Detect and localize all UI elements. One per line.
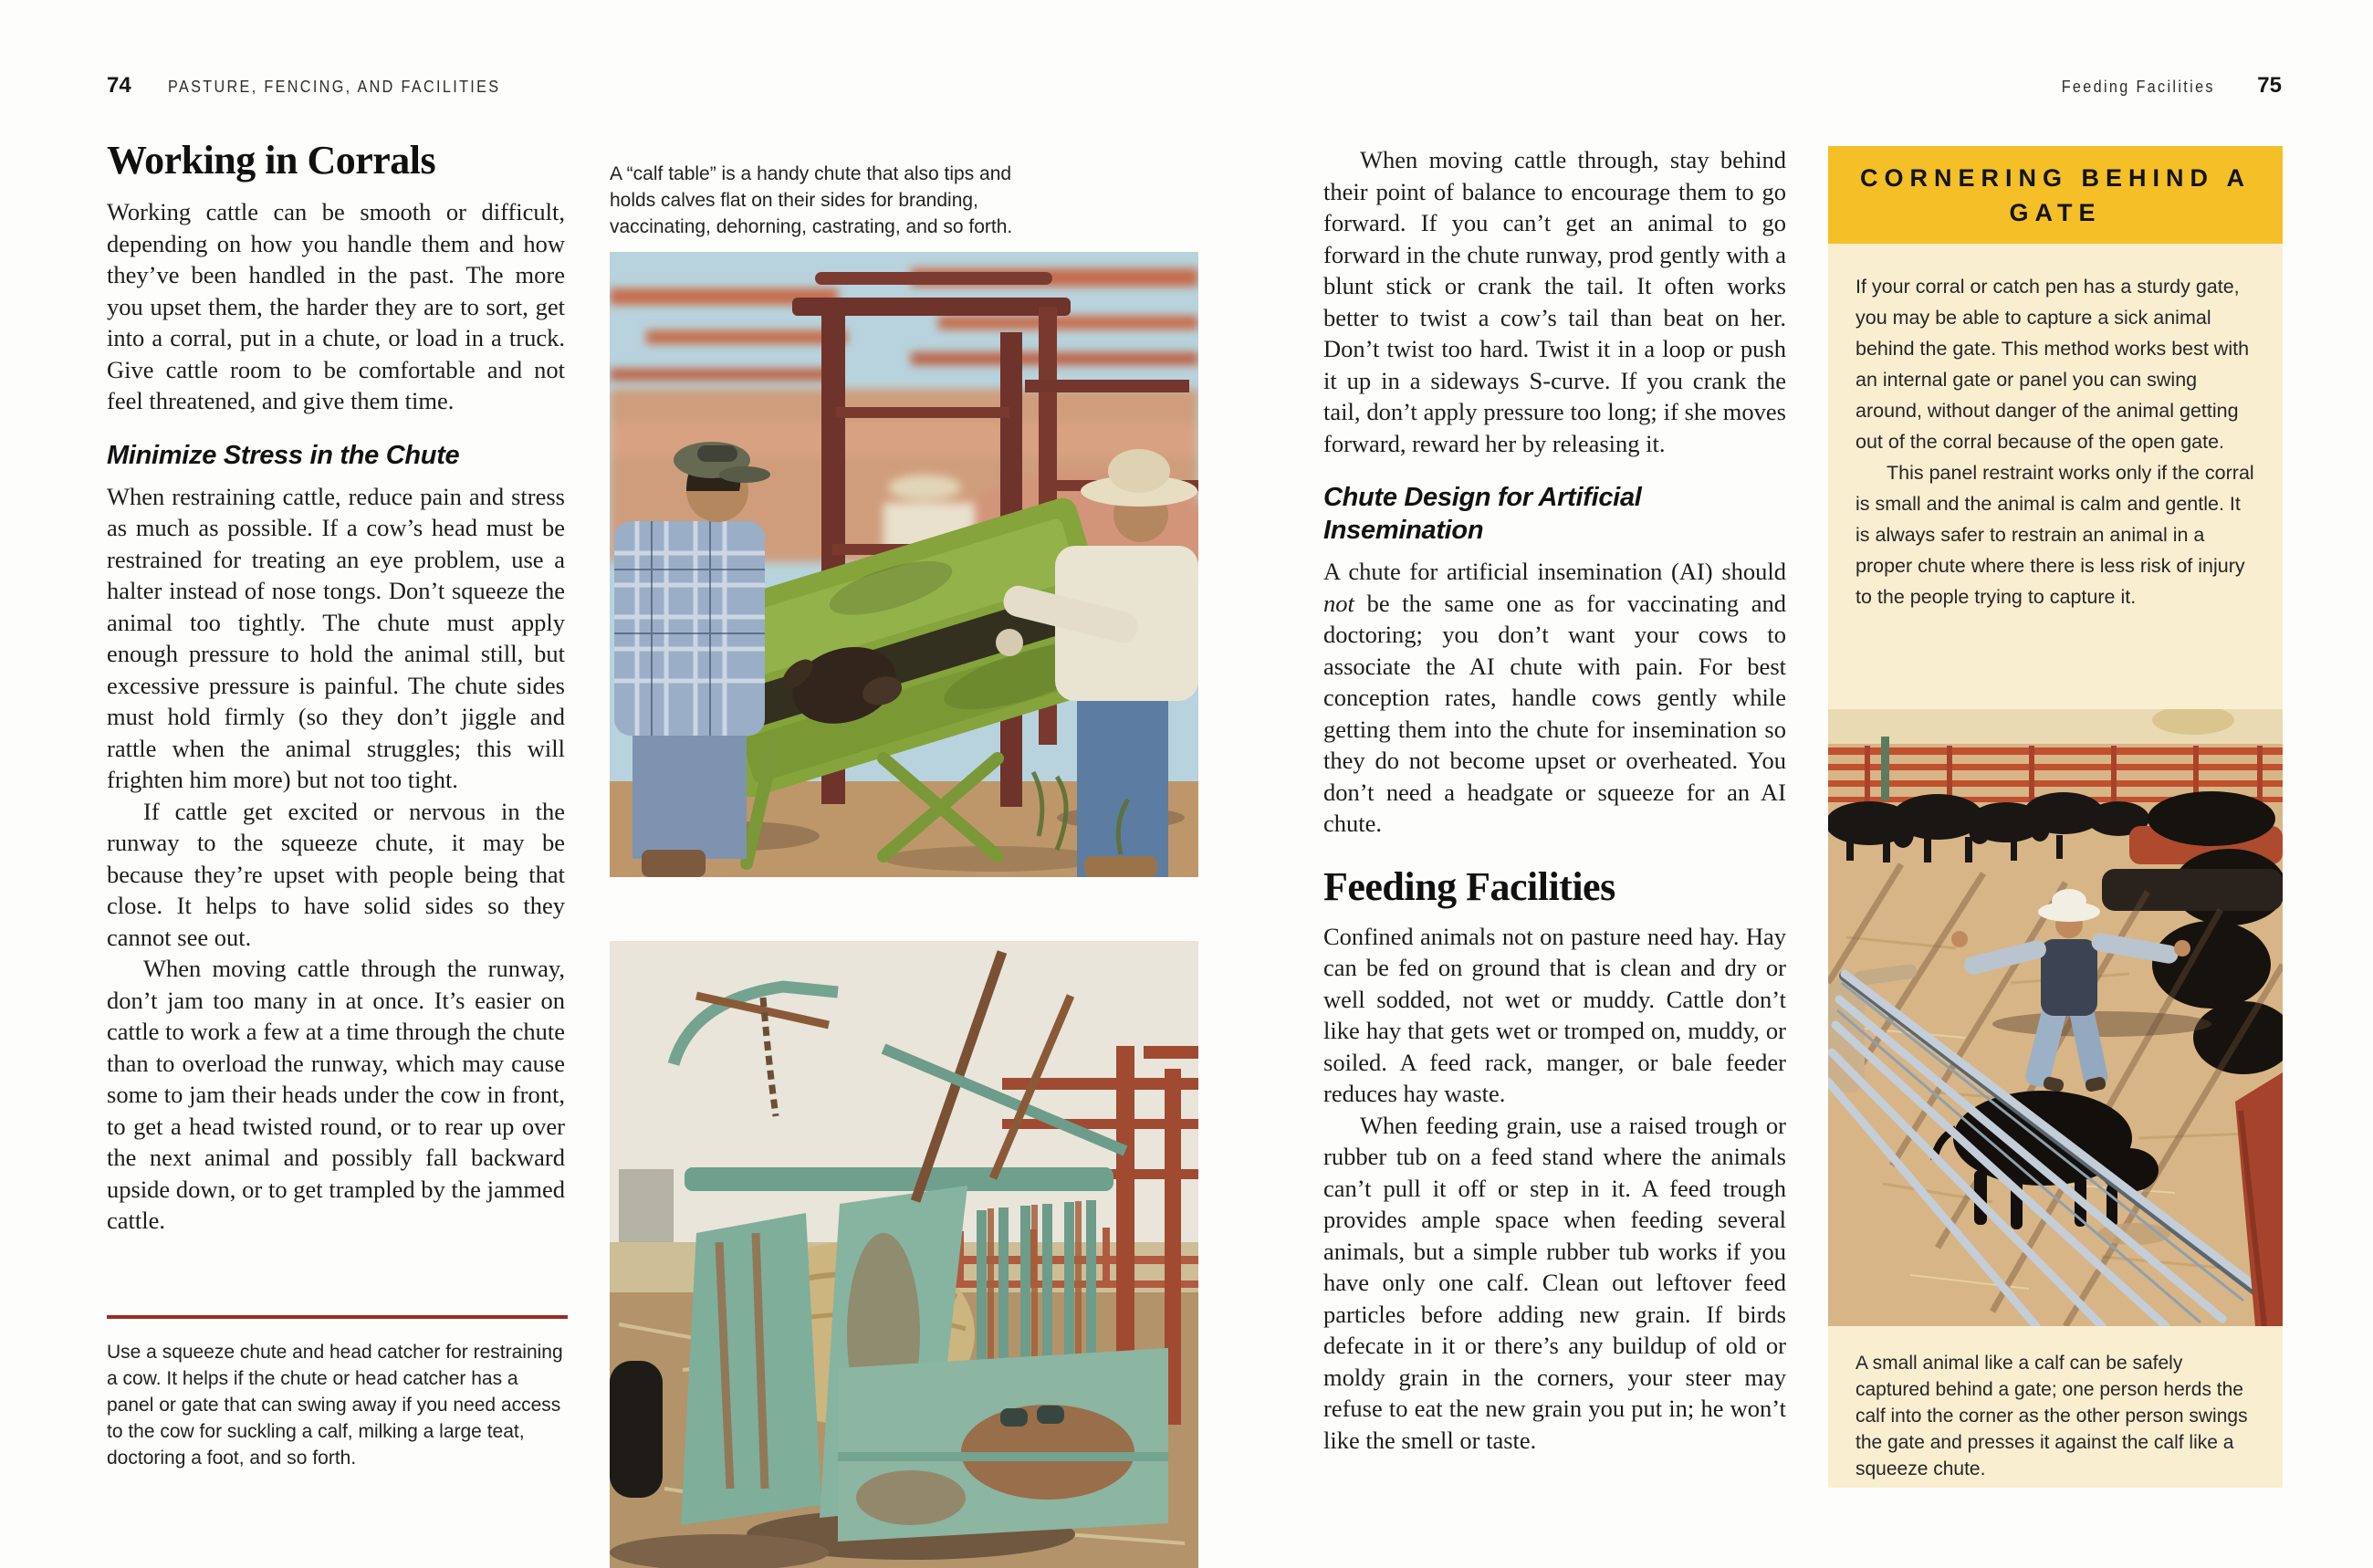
- squeeze-chute-caption: Use a squeeze chute and head catcher for restraining a cow. It helps if the chute or head catcher has a panel or gate that can swing away if you need access to the cow for suckling a calf, milking a large teat, doctoring a foot, and so forth.: [107, 1342, 563, 1469]
- photo-cornering-gate-art: [1828, 709, 2283, 1326]
- paragraph-point-of-balance: When moving cattle through, stay behind their point of balance to encourage them to go forward. If you can’t get an animal to go forward in the chute runway, prod gently with a blunt stick or crank the tail. It often works better to twist a cow’s tail than beat on her. Don’t twist too hard. Twist it in a loop or push it up in a sideways S-curve. If you crank the tail, don’t apply pressure too long; if she moves forward, reward her by releasing it.: [1323, 146, 1786, 457]
- paragraph-excited-nervous: If cattle get excited or nervous in the runway to the squeeze chute, it may be because they’re upset with people being that close. It helps to have solid sides so they cannot see out.: [107, 797, 565, 951]
- sidebar-caption-block: [1828, 1326, 2283, 1488]
- paragraph-restraining: When restraining cattle, reduce pain and stress as much as possible. If a cow’s head must be restrained for treating an eye problem, use a halter instead of nose tongs. Don’t squeeze the animal too tightly. The chute must apply enough pressure to hold the animal still, but excessive pressure is painful. The chute sides must hold firmly (so they don’t jiggle and rattle when the animal struggles; this will frighten him more) but not too tight.: [107, 482, 565, 793]
- paragraph-runway-jam: When moving cattle through the runway, don’t jam too many in at once. It’s easier on cattle to work a few at a time through the chute than to overload the runway, which may cause some to jam their heads under the cow in front, to get a head twisted round, or to rear up over the next animal and possibly fall backward upside down, or to get trampled by the jammed cattle.: [107, 955, 565, 1234]
- calf-table-caption: A “calf table” is a handy chute that also tips and holds calves flat on their sides for branding, vaccinating, dehorning, castrating, and so forth.: [610, 163, 1013, 237]
- running-head-left-text: PASTURE, FENCING, AND FACILITIES: [167, 78, 501, 96]
- right-text-column: [1323, 144, 1786, 1456]
- calf-table-caption-block: [610, 161, 1048, 240]
- page-number-left: 74: [107, 73, 131, 98]
- sidebar-paragraph-2: This panel restraint works only if the corral is small and the animal is calm and gentle. It is always safer to restrain an animal in a proper chute where there is less risk of injury to the people trying to capture it.: [1856, 462, 2254, 608]
- running-head-left: [107, 73, 538, 99]
- paragraph-working-intro: Working cattle can be smooth or difficult, depending on how you handle them and how they’ve been handled in the past. The more you upset them, the harder they are to sort, get into a corral, put in a chute, or load in a truck. Give cattle room to be comfortable and not feel threatened, and give them time.: [107, 198, 565, 414]
- sidebar-text-block: [1828, 244, 2283, 709]
- sidebar-title-bar: [1828, 146, 2283, 244]
- photo-squeeze-chute: [610, 941, 1198, 1568]
- photo-calf-table-art: [610, 252, 1198, 877]
- section-title-working-in-corrals: Working in Corrals: [107, 138, 436, 183]
- running-head-right-text: Feeding Facilities: [2062, 78, 2216, 96]
- left-text-column: [107, 137, 565, 1237]
- squeeze-chute-caption-block: [107, 1315, 568, 1471]
- ai-text-pre: A chute for artificial insemination (AI) should: [1323, 558, 1786, 585]
- photo-squeeze-chute-art: [610, 941, 1198, 1568]
- caption-rule: [107, 1315, 568, 1319]
- subhead-minimize-stress: Minimize Stress in the Chute: [107, 440, 460, 470]
- sidebar-title: CORNERING BEHIND A GATE: [1859, 163, 2251, 226]
- photo-calf-table: [610, 252, 1198, 877]
- subhead-chute-design-ai: Chute Design for Artificial Insemination: [1323, 483, 1642, 545]
- paragraph-grain: When feeding grain, use a raised trough or rubber tub on a feed stand where the animals can’t pull it off or step in it. A feed trough provides ample space when feeding several animals, but a simple rubber tub works if you have only one calf. Clean out leftover feed particles before adding new grain. If birds defecate in it or there’s any buildup of old or moldy grain in the corners, your steer may refuse to eat the new grain you put in; he won’t like the smell or taste.: [1323, 1111, 1786, 1454]
- paragraph-ai-chute: [1323, 556, 1786, 840]
- ai-text-post: be the same one as for vaccinating and doctoring; you don’t want your cows to associate the AI chute with pain. For best conception rates, handle cows gently while getting them into the chute for insemination so they do not become upset or overheated. You don’t need a headgate or squeeze for an AI chute.: [1323, 589, 1786, 837]
- sidebar-paragraph-1: If your corral or catch pen has a sturdy gate, you may be able to capture a sick animal behind the gate. This method works best with an internal gate or panel you can swing around, without danger of the animal getting out of the corral because of the open gate.: [1856, 276, 2250, 453]
- photo-cornering-gate: [1828, 709, 2283, 1326]
- sidebar-caption: A small animal like a calf can be safely captured behind a gate; one person herds the calf into the corner as the other person swings the gate and presses it against the calf like a squeeze chute.: [1856, 1353, 2248, 1479]
- running-head-right: [2044, 73, 2282, 99]
- ai-text-italic-not: not: [1323, 589, 1354, 617]
- paragraph-hay: Confined animals not on pasture need hay. Hay can be fed on ground that is clean and dry or well sodded, not wet or muddy. Cattle don’t like hay that gets wet or tromped on, muddy, or soiled. A feed rack, manger, or bale feeder reduces hay waste.: [1323, 922, 1786, 1107]
- section-title-feeding-facilities: Feeding Facilities: [1323, 863, 1615, 909]
- page-number-right: 75: [2257, 73, 2282, 98]
